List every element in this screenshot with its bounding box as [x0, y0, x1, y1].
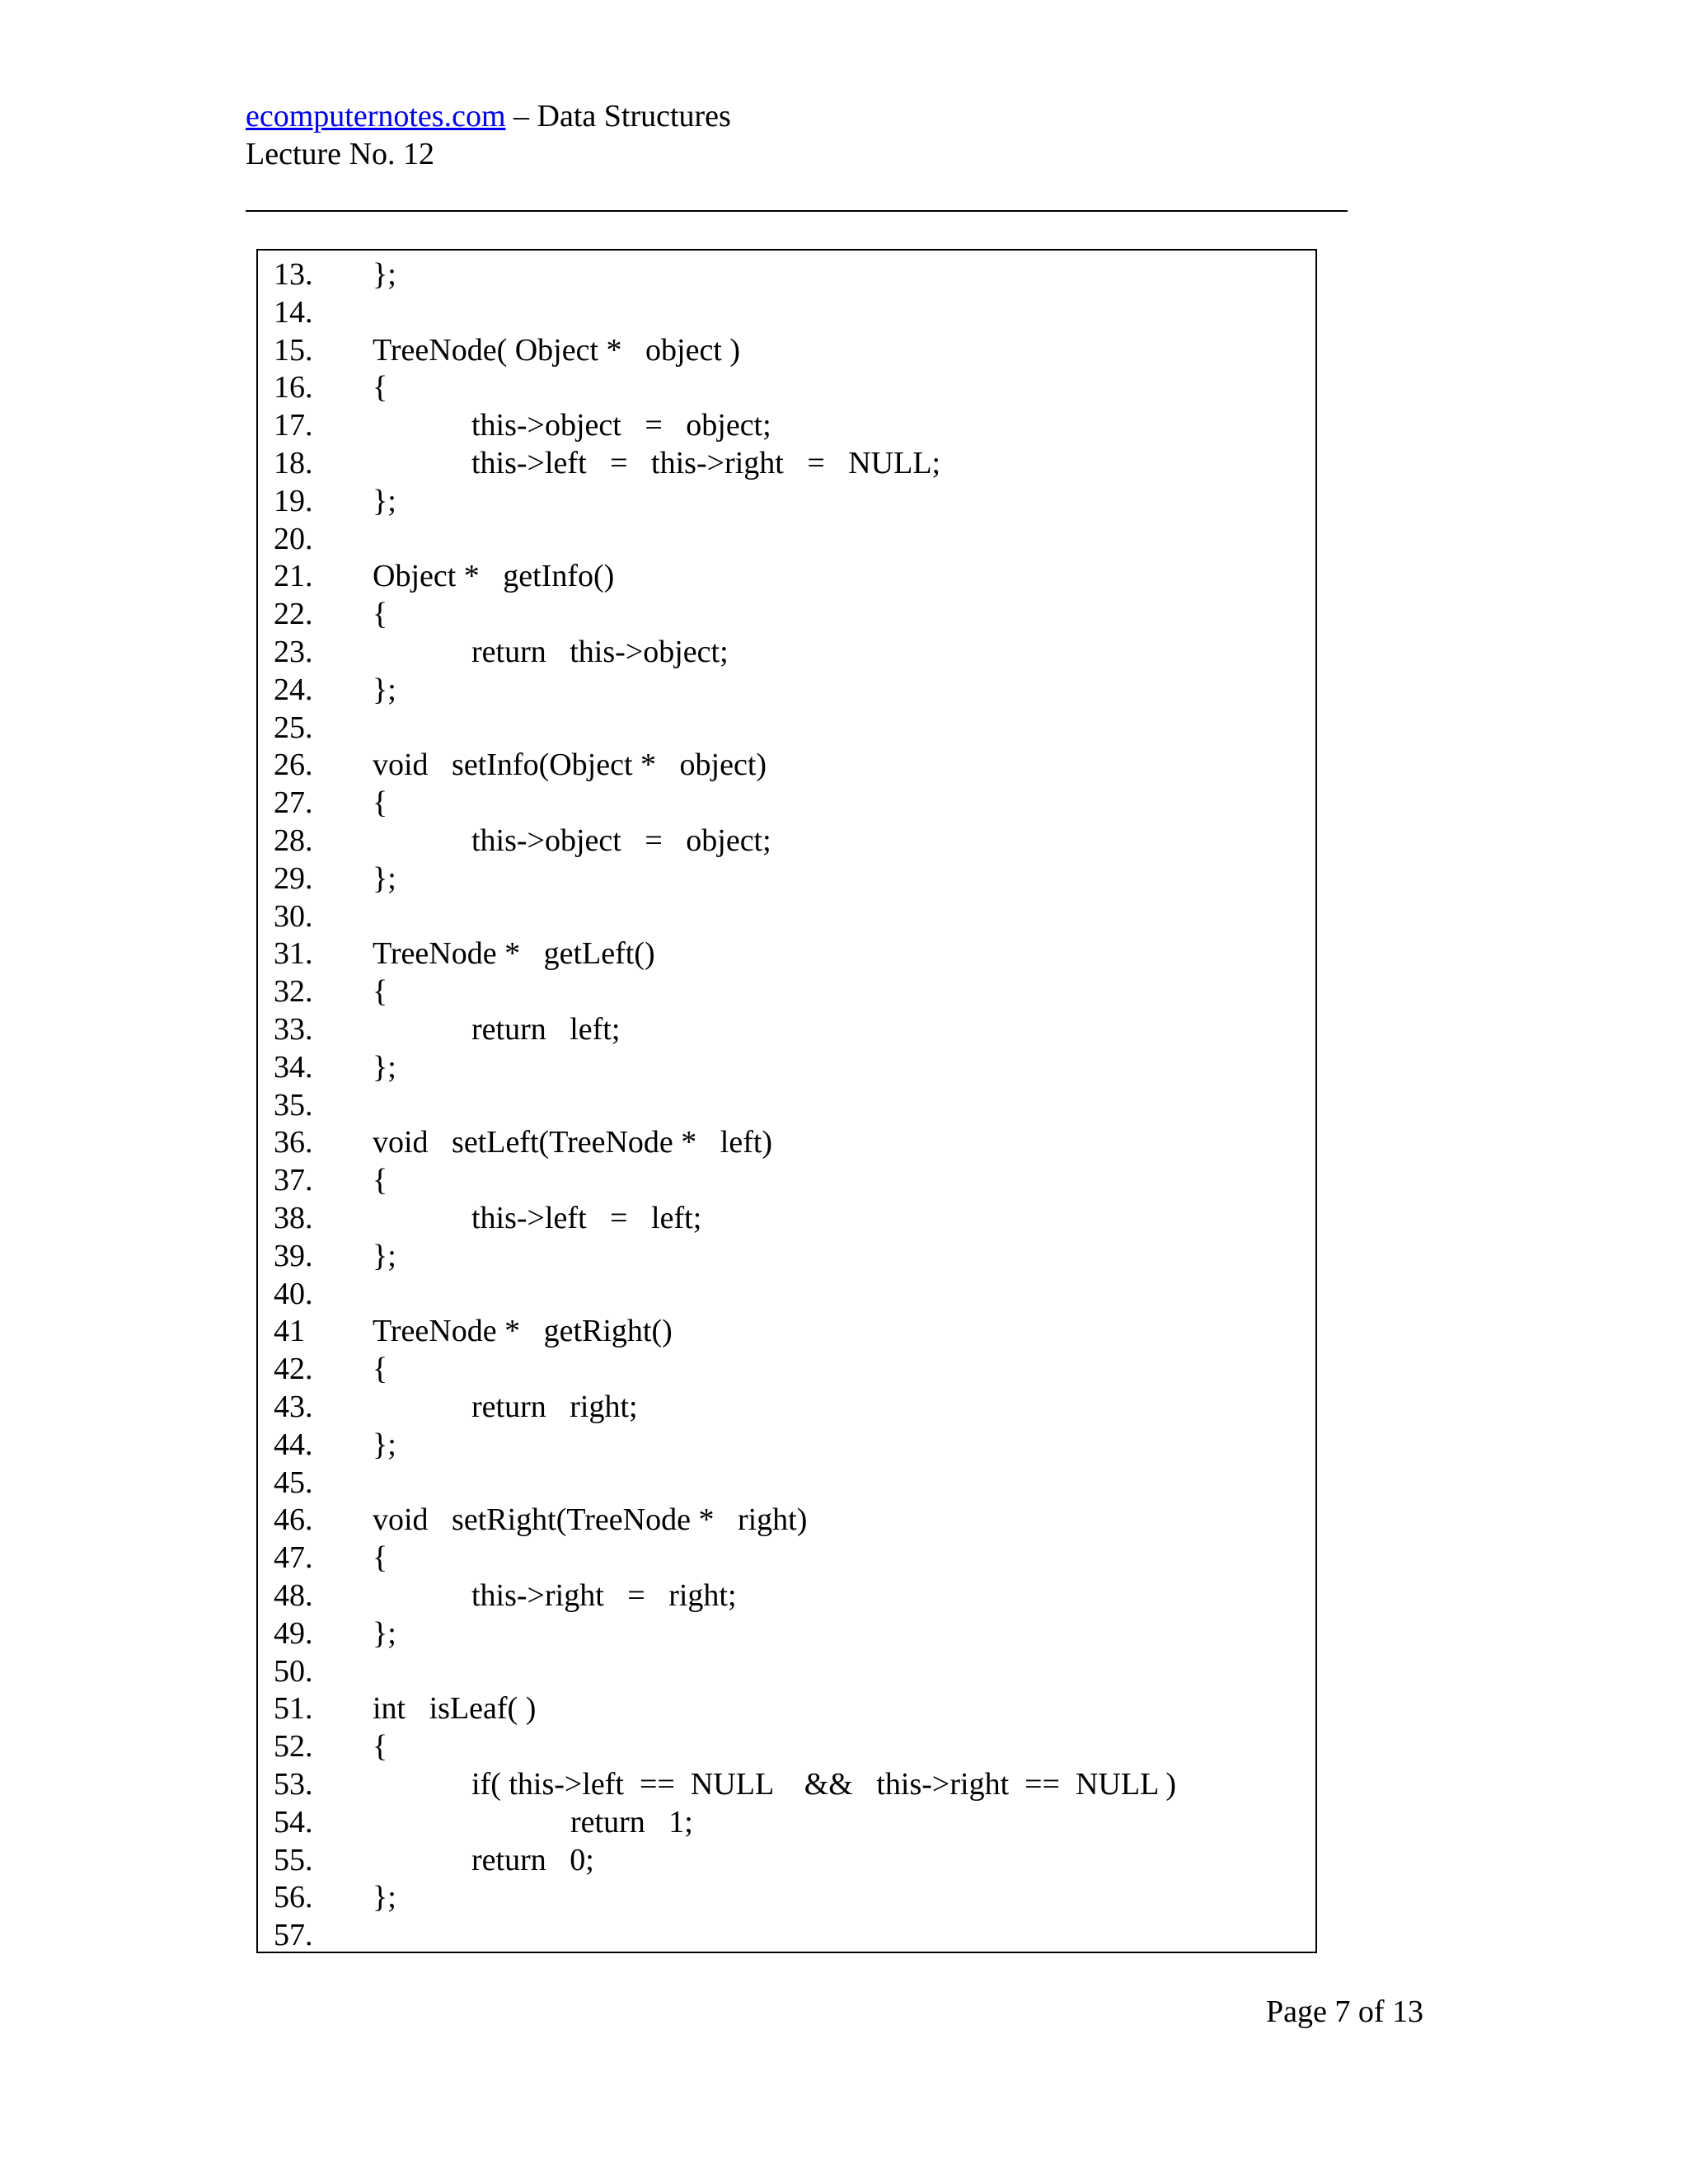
line-code: return this->object; — [471, 635, 729, 669]
code-line — [258, 1501, 1315, 1539]
line-number: 39. — [274, 1238, 313, 1273]
code-line — [258, 1727, 1315, 1765]
code-line — [258, 633, 1315, 671]
line-code: this->right = right; — [471, 1578, 737, 1613]
code-line — [258, 1388, 1315, 1426]
line-code: if( this->left == NULL && this->right == NULL ) — [471, 1767, 1177, 1802]
line-number: 17. — [274, 408, 313, 443]
code-line — [258, 1048, 1315, 1086]
line-code: return 0; — [471, 1842, 594, 1877]
line-code: { — [373, 370, 388, 405]
line-code: { — [373, 1163, 388, 1198]
code-listing — [256, 249, 1317, 1953]
line-number: 44. — [274, 1427, 313, 1462]
line-code: }; — [373, 1880, 396, 1915]
code-line — [258, 1615, 1315, 1652]
line-number: 27. — [274, 785, 313, 821]
code-line — [258, 784, 1315, 822]
line-code: this->object = object; — [471, 408, 771, 443]
code-line — [258, 972, 1315, 1010]
line-code: void setRight(TreeNode * right) — [373, 1502, 808, 1538]
line-code: TreeNode( Object * object ) — [373, 332, 741, 368]
code-line — [258, 482, 1315, 520]
line-number: 41 — [274, 1314, 305, 1349]
line-code: this->left = this->right = NULL; — [471, 446, 941, 480]
line-number: 33. — [274, 1012, 313, 1047]
code-line — [258, 860, 1315, 898]
code-line — [258, 898, 1315, 935]
code-line — [258, 1161, 1315, 1199]
line-number: 50. — [274, 1653, 313, 1689]
code-line — [258, 1841, 1315, 1879]
code-line — [258, 709, 1315, 747]
code-line — [258, 1916, 1315, 1954]
line-code: }; — [373, 1238, 396, 1273]
header-subject: – Data Structures — [505, 99, 731, 134]
code-line — [258, 1237, 1315, 1275]
line-code: { — [373, 785, 388, 821]
code-line — [258, 368, 1315, 406]
line-code: return right; — [471, 1390, 638, 1424]
line-code: }; — [373, 257, 396, 292]
line-code: { — [373, 597, 388, 632]
line-code: return left; — [471, 1012, 621, 1047]
line-number: 16. — [274, 370, 313, 405]
page-number: Page 7 of 13 — [1266, 1994, 1424, 2029]
line-number: 36. — [274, 1125, 313, 1160]
code-line — [258, 1199, 1315, 1237]
line-code: }; — [373, 1049, 396, 1085]
line-code: }; — [373, 672, 396, 707]
code-line — [258, 1878, 1315, 1916]
line-number: 32. — [274, 974, 313, 1010]
line-code: int isLeaf( ) — [373, 1691, 537, 1727]
line-number: 54. — [274, 1804, 313, 1840]
line-number: 13. — [274, 257, 313, 292]
line-number: 34. — [274, 1049, 313, 1085]
line-number: 26. — [274, 748, 313, 783]
code-line — [258, 293, 1315, 331]
line-code: return 1; — [570, 1804, 693, 1840]
line-code: }; — [373, 483, 396, 518]
line-number: 30. — [274, 898, 313, 934]
site-link[interactable]: ecomputernotes.com — [246, 99, 506, 134]
line-number: 47. — [274, 1540, 313, 1576]
line-number: 45. — [274, 1465, 313, 1500]
line-number: 42. — [274, 1352, 313, 1387]
code-line — [258, 1803, 1315, 1841]
line-number: 56. — [274, 1880, 313, 1915]
code-line — [258, 255, 1315, 293]
code-line — [258, 1765, 1315, 1803]
line-number: 23. — [274, 635, 313, 669]
line-code: }; — [373, 860, 396, 896]
code-line — [258, 1275, 1315, 1313]
line-number: 19. — [274, 483, 313, 518]
line-code: void setLeft(TreeNode * left) — [373, 1125, 773, 1160]
line-code: { — [373, 1540, 388, 1576]
line-number: 46. — [274, 1502, 313, 1538]
code-line — [258, 331, 1315, 369]
line-number: 20. — [274, 521, 313, 556]
line-code: { — [373, 1352, 388, 1387]
code-line — [258, 1123, 1315, 1161]
code-line — [258, 520, 1315, 558]
line-code: }; — [373, 1427, 396, 1462]
code-line — [258, 1426, 1315, 1464]
code-line — [258, 1350, 1315, 1388]
line-number: 53. — [274, 1767, 313, 1802]
code-line — [258, 1652, 1315, 1690]
line-number: 43. — [274, 1390, 313, 1424]
line-number: 14. — [274, 294, 313, 330]
line-code: this->object = object; — [471, 823, 771, 858]
line-code: { — [373, 974, 388, 1010]
code-line — [258, 822, 1315, 860]
code-line — [258, 1539, 1315, 1577]
code-line — [258, 595, 1315, 633]
line-number: 25. — [274, 710, 313, 745]
code-line — [258, 1010, 1315, 1048]
line-number: 29. — [274, 860, 313, 896]
line-number: 48. — [274, 1578, 313, 1613]
line-number: 31. — [274, 936, 313, 972]
line-number: 52. — [274, 1729, 313, 1765]
code-line — [258, 444, 1315, 482]
header-divider — [246, 210, 1348, 212]
line-number: 38. — [274, 1201, 313, 1235]
line-number: 22. — [274, 597, 313, 632]
line-number: 55. — [274, 1842, 313, 1877]
line-number: 37. — [274, 1163, 313, 1198]
line-number: 51. — [274, 1691, 313, 1727]
line-code: { — [373, 1729, 388, 1765]
code-line — [258, 746, 1315, 784]
lecture-label: Lecture No. 12 — [246, 137, 434, 171]
line-number: 40. — [274, 1276, 313, 1311]
line-number: 15. — [274, 332, 313, 368]
code-line — [258, 1312, 1315, 1350]
line-number: 28. — [274, 823, 313, 858]
code-line — [258, 935, 1315, 972]
line-code: Object * getInfo() — [373, 559, 615, 594]
code-line — [258, 557, 1315, 595]
line-number: 18. — [274, 446, 313, 480]
header-title-line — [246, 97, 731, 135]
line-number: 35. — [274, 1087, 313, 1122]
line-code: TreeNode * getLeft() — [373, 936, 655, 972]
code-line — [258, 1464, 1315, 1502]
code-line — [258, 406, 1315, 444]
line-number: 57. — [274, 1918, 313, 1953]
code-line — [258, 671, 1315, 709]
line-number: 24. — [274, 672, 313, 707]
line-code: }; — [373, 1615, 396, 1651]
line-number: 49. — [274, 1615, 313, 1651]
code-line — [258, 1577, 1315, 1615]
line-code: void setInfo(Object * object) — [373, 748, 767, 783]
line-code: this->left = left; — [471, 1201, 702, 1235]
line-number: 21. — [274, 559, 313, 594]
code-line — [258, 1086, 1315, 1124]
code-line — [258, 1690, 1315, 1727]
page-header — [246, 97, 731, 173]
line-code: TreeNode * getRight() — [373, 1314, 673, 1349]
